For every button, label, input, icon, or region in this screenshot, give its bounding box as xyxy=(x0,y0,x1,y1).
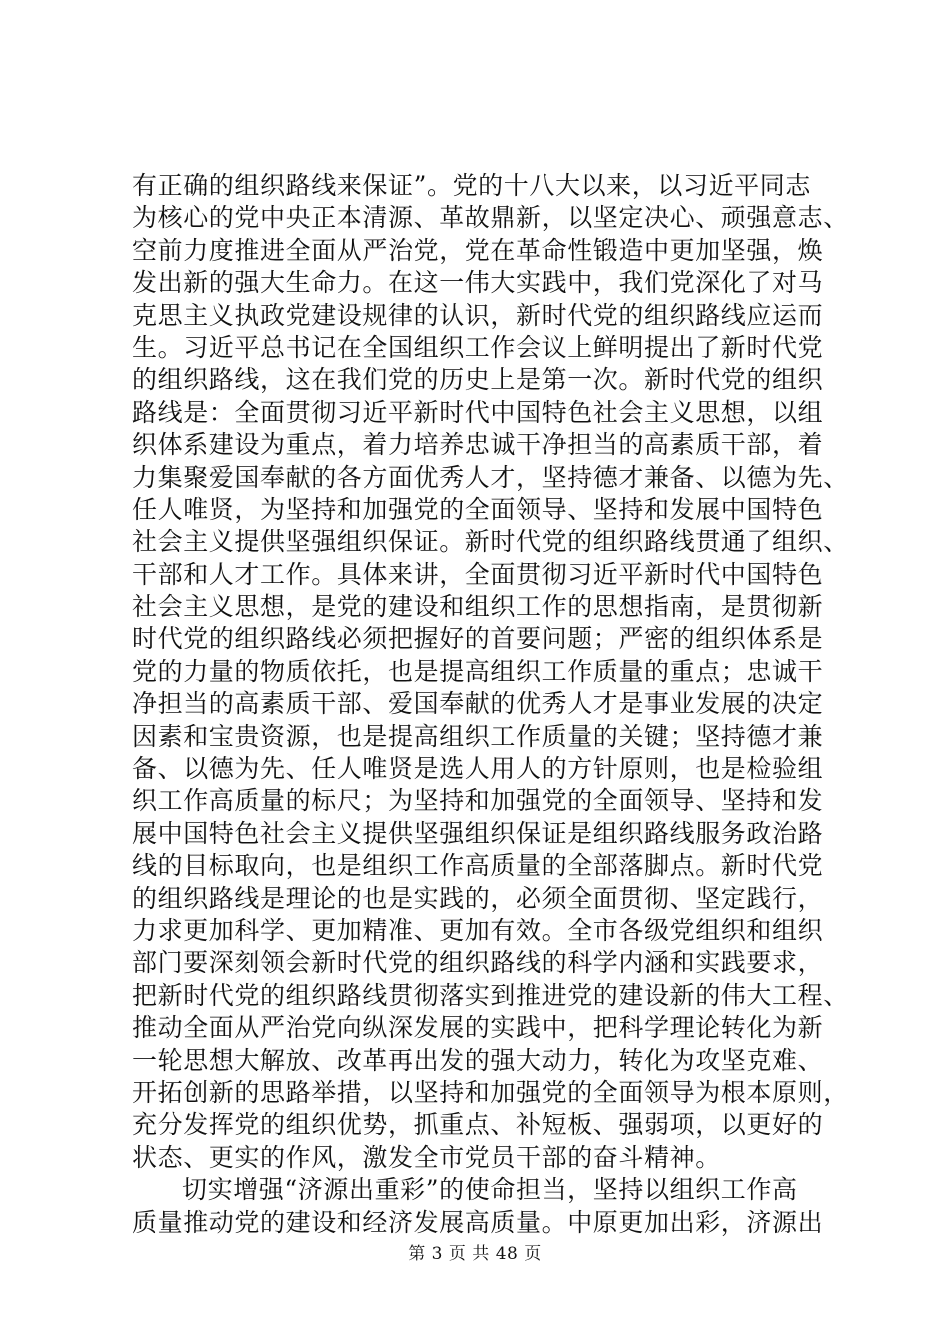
text-line: 时代党的组织路线必须把握好的首要问题；严密的组织体系是 xyxy=(132,624,824,654)
text-line: 克思主义执政党建设规律的认识，新时代党的组织路线应运而 xyxy=(132,300,824,330)
text-line: 力求更加科学、更加精准、更加有效。全市各级党组织和组织 xyxy=(132,915,824,945)
document-body xyxy=(132,170,849,1239)
text-line: 备、以德为先、任人唯贤是选人用人的方针原则，也是检验组 xyxy=(132,754,824,784)
text-line: 为核心的党中央正本清源、革故鼎新，以坚定决心、顽强意志、 xyxy=(132,203,849,233)
text-line: 党的力量的物质依托，也是提高组织工作质量的重点；忠诚干 xyxy=(132,656,824,686)
text-line: 的组织路线，这在我们党的历史上是第一次。新时代党的组织 xyxy=(132,365,824,395)
text-line: 展中国特色社会主义提供坚强组织保证是组织路线服务政治路 xyxy=(132,818,824,848)
text-line: 推动全面从严治党向纵深发展的实践中，把科学理论转化为新 xyxy=(132,1013,824,1043)
text-line: 的组织路线是理论的也是实践的，必须全面贯彻、坚定践行， xyxy=(132,883,824,913)
text-line: 有正确的组织路线来保证”。党的十八大以来，以习近平同志 xyxy=(132,171,811,200)
text-line: 空前力度推进全面从严治党，党在革命性锻造中更加坚强，焕 xyxy=(132,235,824,265)
text-line: 开拓创新的思路举措，以坚持和加强党的全面领导为根本原则， xyxy=(132,1077,849,1107)
text-line: 路线是：全面贯彻习近平新时代中国特色社会主义思想，以组 xyxy=(132,397,824,427)
text-line: 社会主义思想，是党的建设和组织工作的思想指南，是贯彻新 xyxy=(132,592,824,622)
text-line: 一轮思想大解放、改革再出发的强大动力，转化为攻坚克难、 xyxy=(132,1045,824,1075)
text-line: 状态、更实的作风，激发全市党员干部的奋斗精神。 xyxy=(132,1142,721,1172)
text-line: 部门要深刻领会新时代党的组织路线的科学内涵和实践要求， xyxy=(132,948,824,978)
text-line: 净担当的高素质干部、爱国奉献的优秀人才是事业发展的决定 xyxy=(132,689,824,719)
page-number-footer: 第 3 页 共 48 页 xyxy=(408,1244,542,1264)
text-line: 生。习近平总书记在全国组织工作会议上鲜明提出了新时代党 xyxy=(132,332,824,362)
text-line: 发出新的强大生命力。在这一伟大实践中，我们党深化了对马 xyxy=(132,268,824,298)
text-line: 力集聚爱国奉献的各方面优秀人才，坚持德才兼备、以德为先、 xyxy=(132,462,849,492)
text-line: 社会主义提供坚强组织保证。新时代党的组织路线贯通了组织、 xyxy=(132,527,849,557)
text-line: 充分发挥党的组织优势，抓重点、补短板、强弱项，以更好的 xyxy=(132,1110,824,1140)
text-line: 干部和人才工作。具体来讲，全面贯彻习近平新时代中国特色 xyxy=(132,559,824,589)
paragraph-start-line: 切实增强“济源出重彩”的使命担当，坚持以组织工作高 xyxy=(182,1175,798,1205)
text-line: 织体系建设为重点，着力培养忠诚干净担当的高素质干部，着 xyxy=(132,430,824,460)
text-line: 线的目标取向，也是组织工作高质量的全部落脚点。新时代党 xyxy=(132,851,824,881)
text-line: 织工作高质量的标尺；为坚持和加强党的全面领导、坚持和发 xyxy=(132,786,824,816)
text-line: 质量推动党的建设和经济发展高质量。中原更加出彩，济源出 xyxy=(132,1207,824,1237)
text-line: 任人唯贤，为坚持和加强党的全面领导、坚持和发展中国特色 xyxy=(132,494,824,524)
text-line: 因素和宝贵资源，也是提高组织工作质量的关键；坚持德才兼 xyxy=(132,721,824,751)
text-line: 把新时代党的组织路线贯彻落实到推进党的建设新的伟大工程、 xyxy=(132,980,849,1010)
